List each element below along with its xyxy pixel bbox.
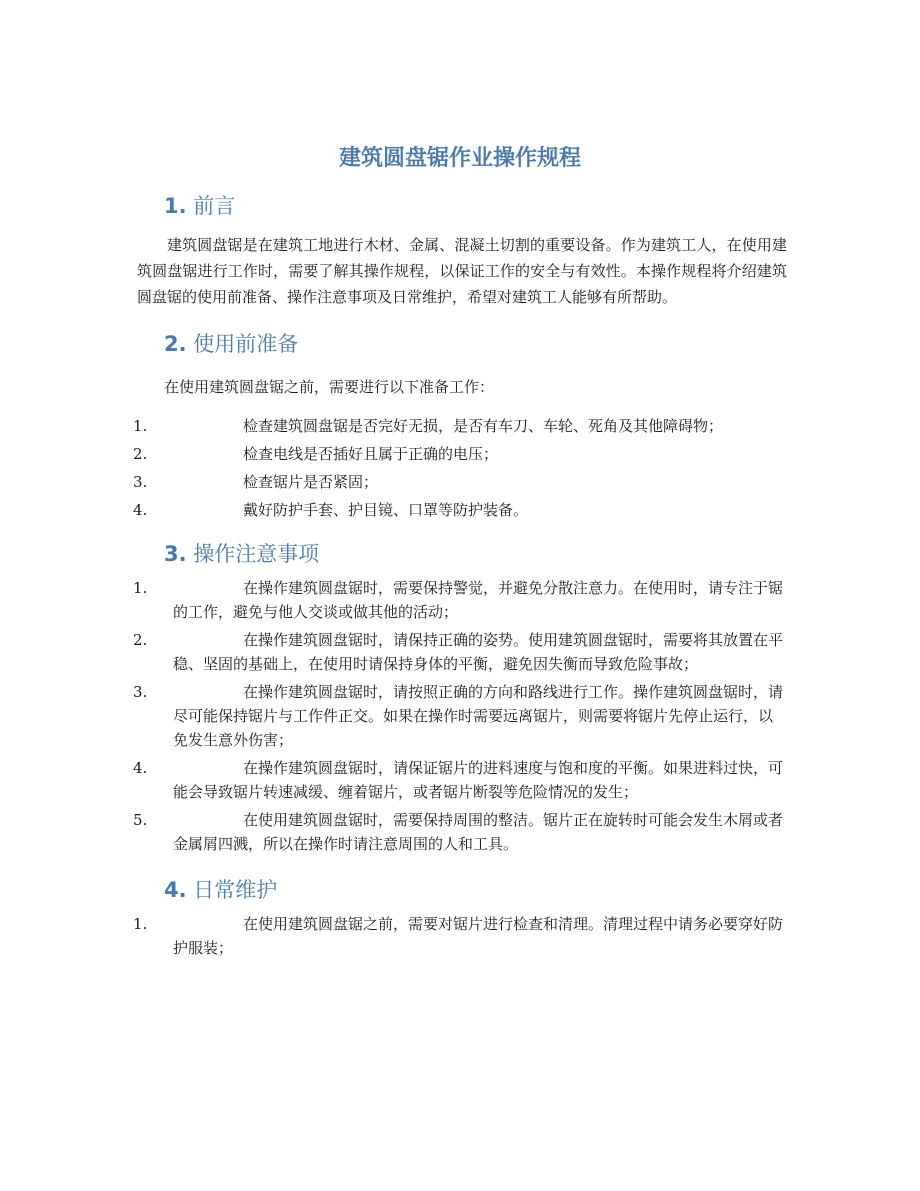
section-title: 日常维护 (193, 878, 278, 902)
section-number: 4. (164, 878, 187, 902)
section-number: 3. (164, 542, 187, 566)
section-heading-maintenance (164, 874, 787, 906)
section-heading-preparation (164, 328, 787, 360)
list-item: 3. 检查锯片是否紧固； (133, 473, 379, 491)
list-item: 2. 在操作建筑圆盘锯时，请保持正确的姿势。使用建筑圆盘锯时，需要将其放置在平稳、坚固的基础上，在使用时请保持身体的平衡，避免因失衡而导致危险事故； (133, 631, 784, 673)
list-item: 4. 在操作建筑圆盘锯时，请保证锯片的进料速度与饱和度的平衡。如果进料过快，可能会导致锯片转速减缓、缠着锯片，或者锯片断裂等危险情况的发生； (133, 759, 784, 801)
list-item: 1. 在操作建筑圆盘锯时，需要保持警觉，并避免分散注意力。在使用时，请专注于锯的工作，避免与他人交谈或做其他的活动； (133, 579, 784, 621)
section-number: 2. (164, 332, 187, 356)
list-item: 1. 检查建筑圆盘锯是否完好无损，是否有车刀、车轮、死角及其他障碍物； (133, 417, 724, 435)
section-title: 前言 (193, 194, 236, 218)
list-item: 5. 在使用建筑圆盘锯时，需要保持周围的整洁。锯片正在旋转时可能会发生木屑或者金属屑四溅，所以在操作时请注意周围的人和工具。 (133, 811, 784, 853)
section-title: 使用前准备 (193, 332, 299, 356)
preface-paragraph: 建筑圆盘锯是在建筑工地进行木材、金属、混凝土切割的重要设备。作为建筑工人，在使用建筑圆盘锯进行工作时，需要了解其操作规程，以保证工作的安全与有效性。本操作规程将介绍建筑圆盘锯的使用前准备、操作注意事项及日常维护，希望对建筑工人能够有所帮助。 (137, 236, 787, 306)
section-title: 操作注意事项 (193, 542, 320, 566)
maintenance-list (133, 912, 787, 960)
list-item: 2. 检查电线是否插好且属于正确的电压； (133, 445, 499, 463)
list-item: 4. 戴好防护手套、护目镜、口罩等防护装备。 (133, 501, 529, 519)
document-body (133, 190, 787, 960)
section-heading-precautions (164, 538, 787, 570)
section-heading-preface (164, 190, 787, 222)
preparation-lead: 在使用建筑圆盘锯之前，需要进行以下准备工作： (164, 378, 495, 396)
document-title: 建筑圆盘锯作业操作规程 (338, 146, 581, 171)
list-item: 3. 在操作建筑圆盘锯时，请按照正确的方向和路线进行工作。操作建筑圆盘锯时，请尽可能保持锯片与工作件正交。如果在操作时需要远离锯片，则需要将锯片先停止运行，以免发生意外伤害； (133, 683, 784, 749)
precautions-list (133, 576, 787, 856)
section-number: 1. (164, 194, 187, 218)
preparation-list (133, 414, 787, 522)
list-item: 1. 在使用建筑圆盘锯之前，需要对锯片进行检查和清理。清理过程中请务必要穿好防护服装； (133, 915, 784, 957)
